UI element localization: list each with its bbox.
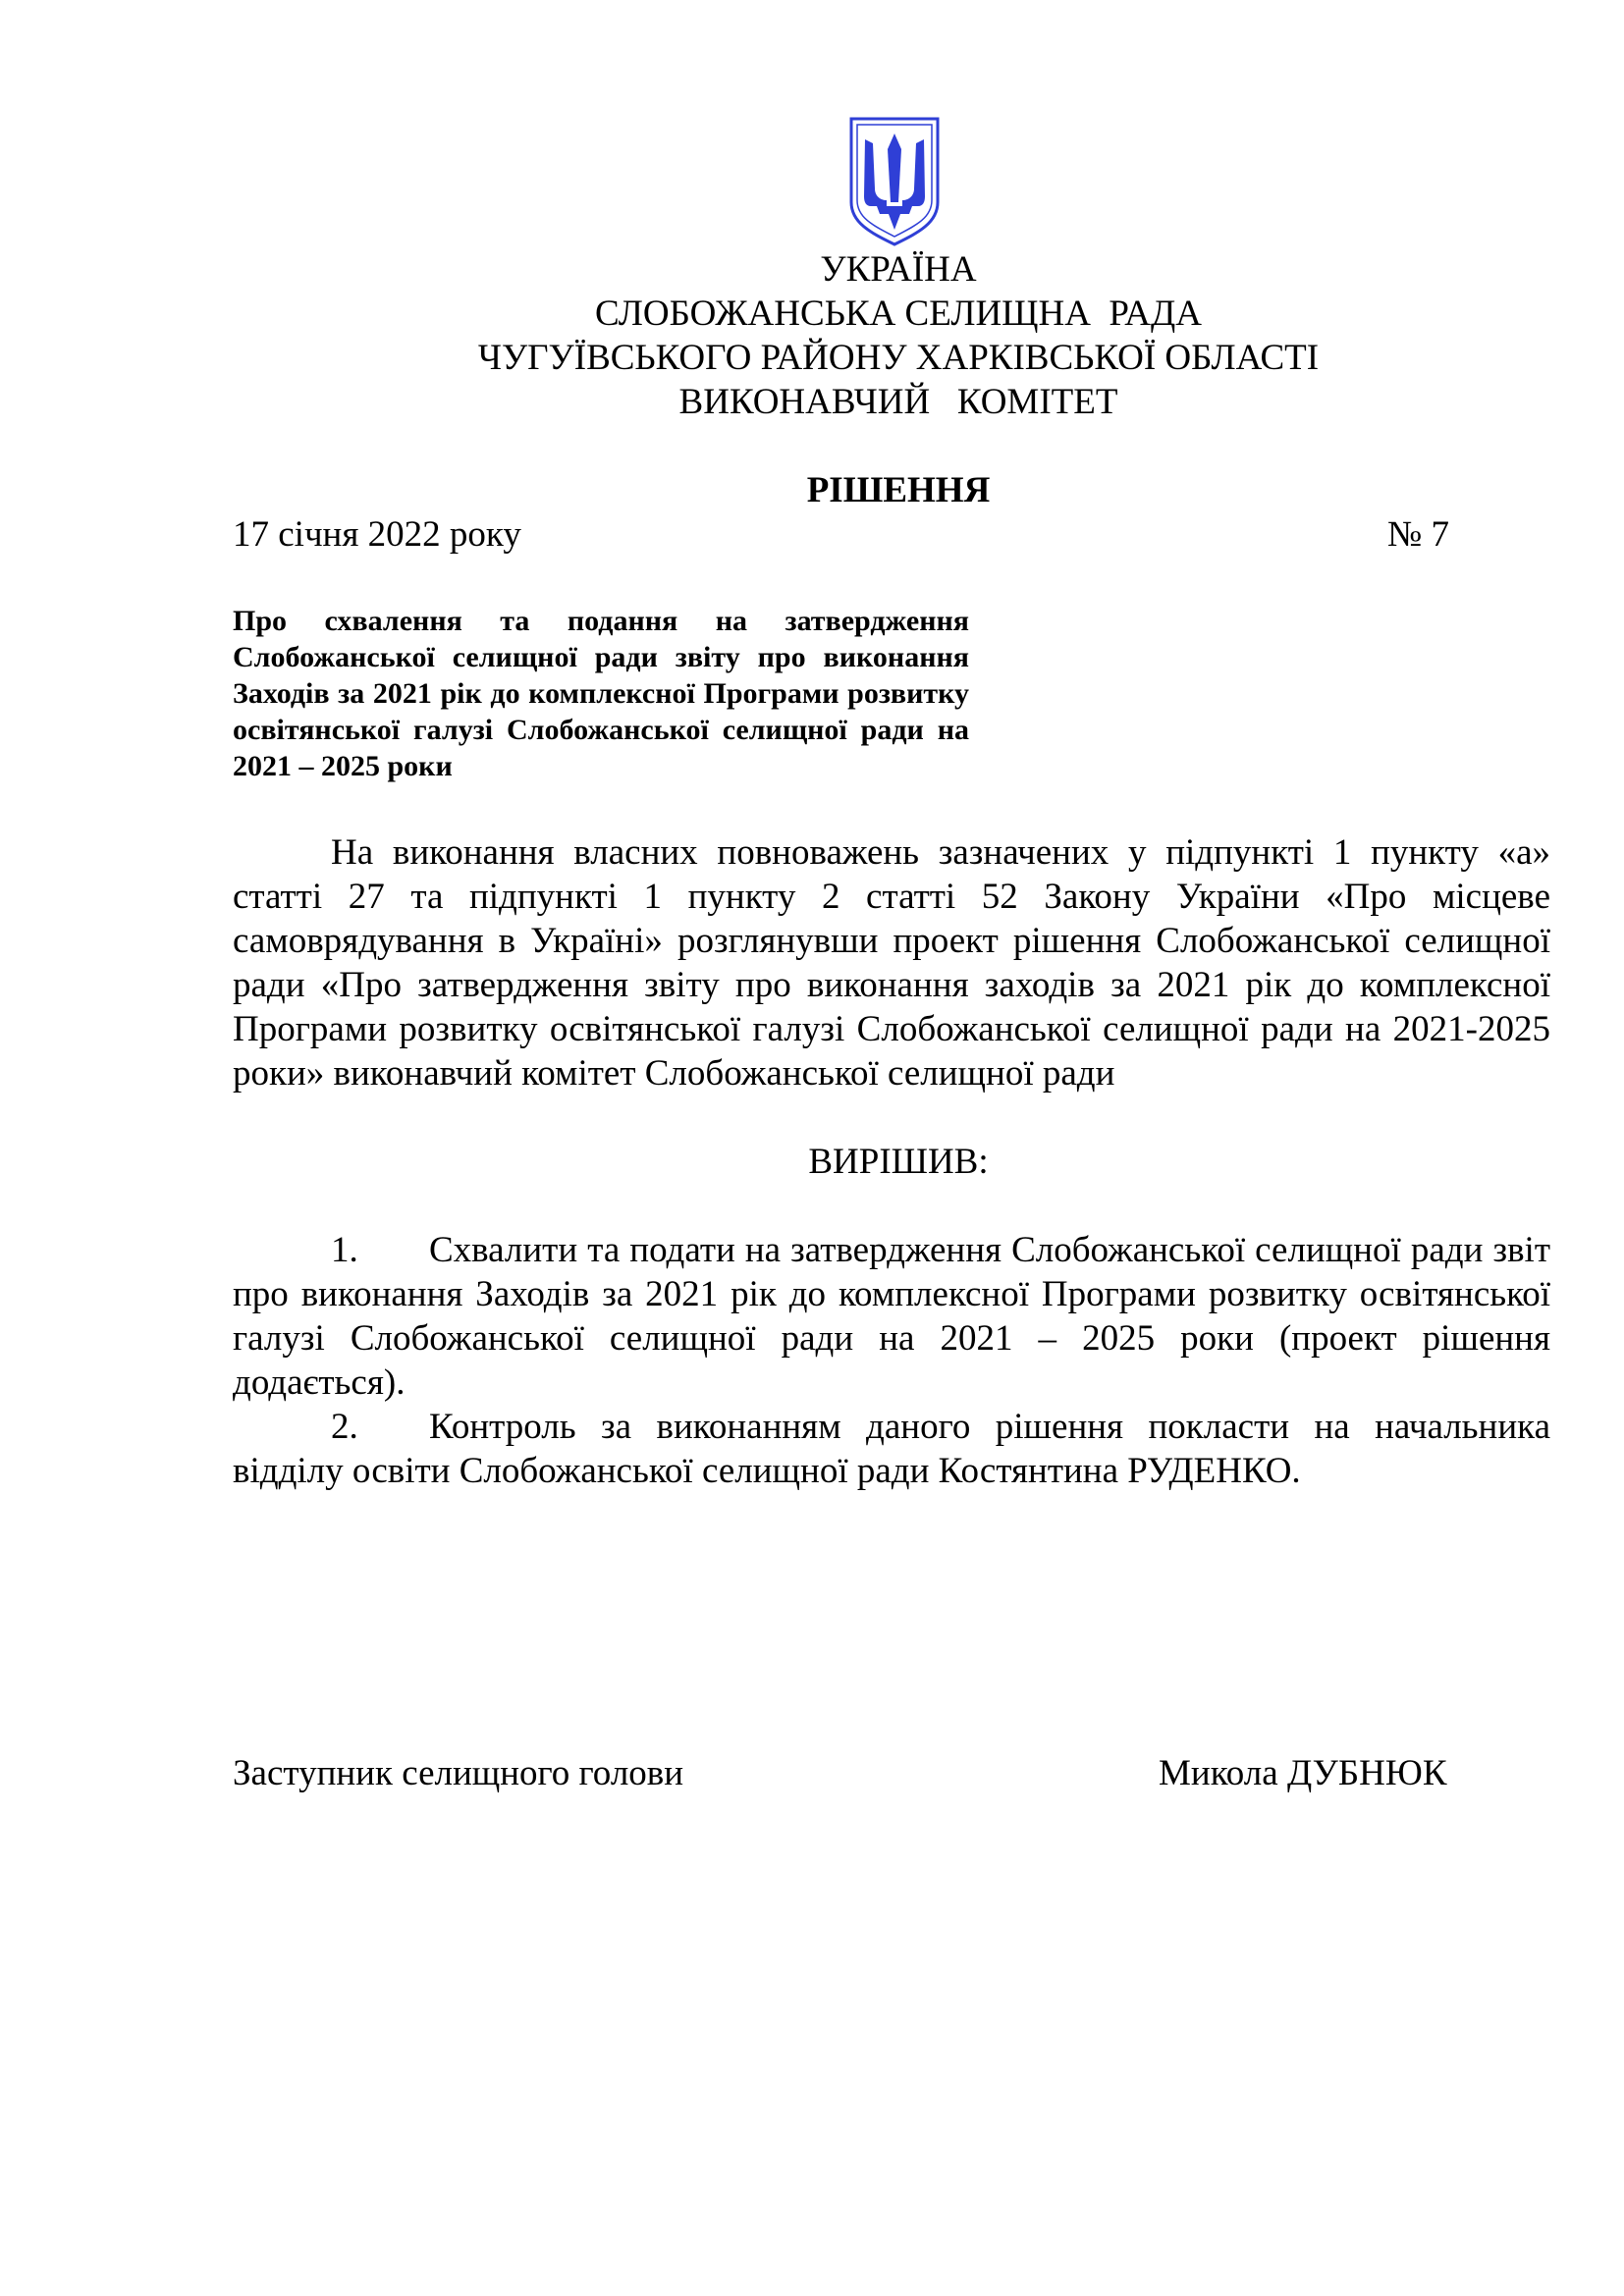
document-number: № 7 [1387,514,1450,555]
header-council: СЛОБОЖАНСЬКА СЕЛИЩНА РАДА [595,294,1202,334]
document-date: 17 січня 2022 року [233,514,521,555]
item-number: 2. [331,1407,358,1447]
item-number: 1. [331,1230,358,1270]
resolution-items [233,1228,1550,1493]
header-country: УКРАЇНА [820,249,977,290]
header-district: ЧУГУЇВСЬКОГО РАЙОНУ ХАРКІВСЬКОЇ ОБЛАСТІ [477,338,1320,378]
issuer-header [0,247,1624,424]
resolution-item [233,1228,1550,1405]
document-subject: Про схвалення та подання на затвердження Слобожанської селищної ради звіту про виконання Заходів за 2021 рік до комплексної Програми розвитку освітянської галузі Слобожанської селищної ради на 2021 – 2025 роки [233,605,969,782]
signatory-position: Заступник селищного голови [233,1753,684,1793]
item-text: Контроль за виконанням даного рішення покласти на начальника відділу освіти Слобожанської селищної ради Костянтина РУДЕНКО. [233,1407,1550,1491]
signatory-name: Микола ДУБНЮК [1159,1753,1447,1793]
resolution-item [233,1405,1550,1493]
trident-coat-of-arms-icon [847,116,942,247]
item-text: Схвалити та подати на затвердження Слобожанської селищної ради звіт про виконання Заходів за 2021 рік до комплексної Програми розвитку освітянської галузі Слобожанської селищної ради на 2021 – 2025 роки (проект рішення додається). [233,1230,1550,1403]
resolved-heading: ВИРІШИВ: [808,1142,989,1182]
header-committee: ВИКОНАВЧИЙ КОМІТЕТ [678,382,1118,422]
preamble-paragraph: На виконання власних повноважень зазначених у підпункті 1 пункту «а» статті 27 та підпункті 1 пункту 2 статті 52 Закону України «Про місцеве самоврядування в Україні» розглянувши проект рішення Слобожанської селищної ради «Про затвердження звіту про виконання заходів за 2021 рік до комплексної Програми розвитку освітянської галузі Слобожанської селищної ради на 2021-2025 роки» виконавчий комітет Слобожанської селищної ради [233,832,1550,1094]
document-type: РІШЕННЯ [806,470,991,510]
